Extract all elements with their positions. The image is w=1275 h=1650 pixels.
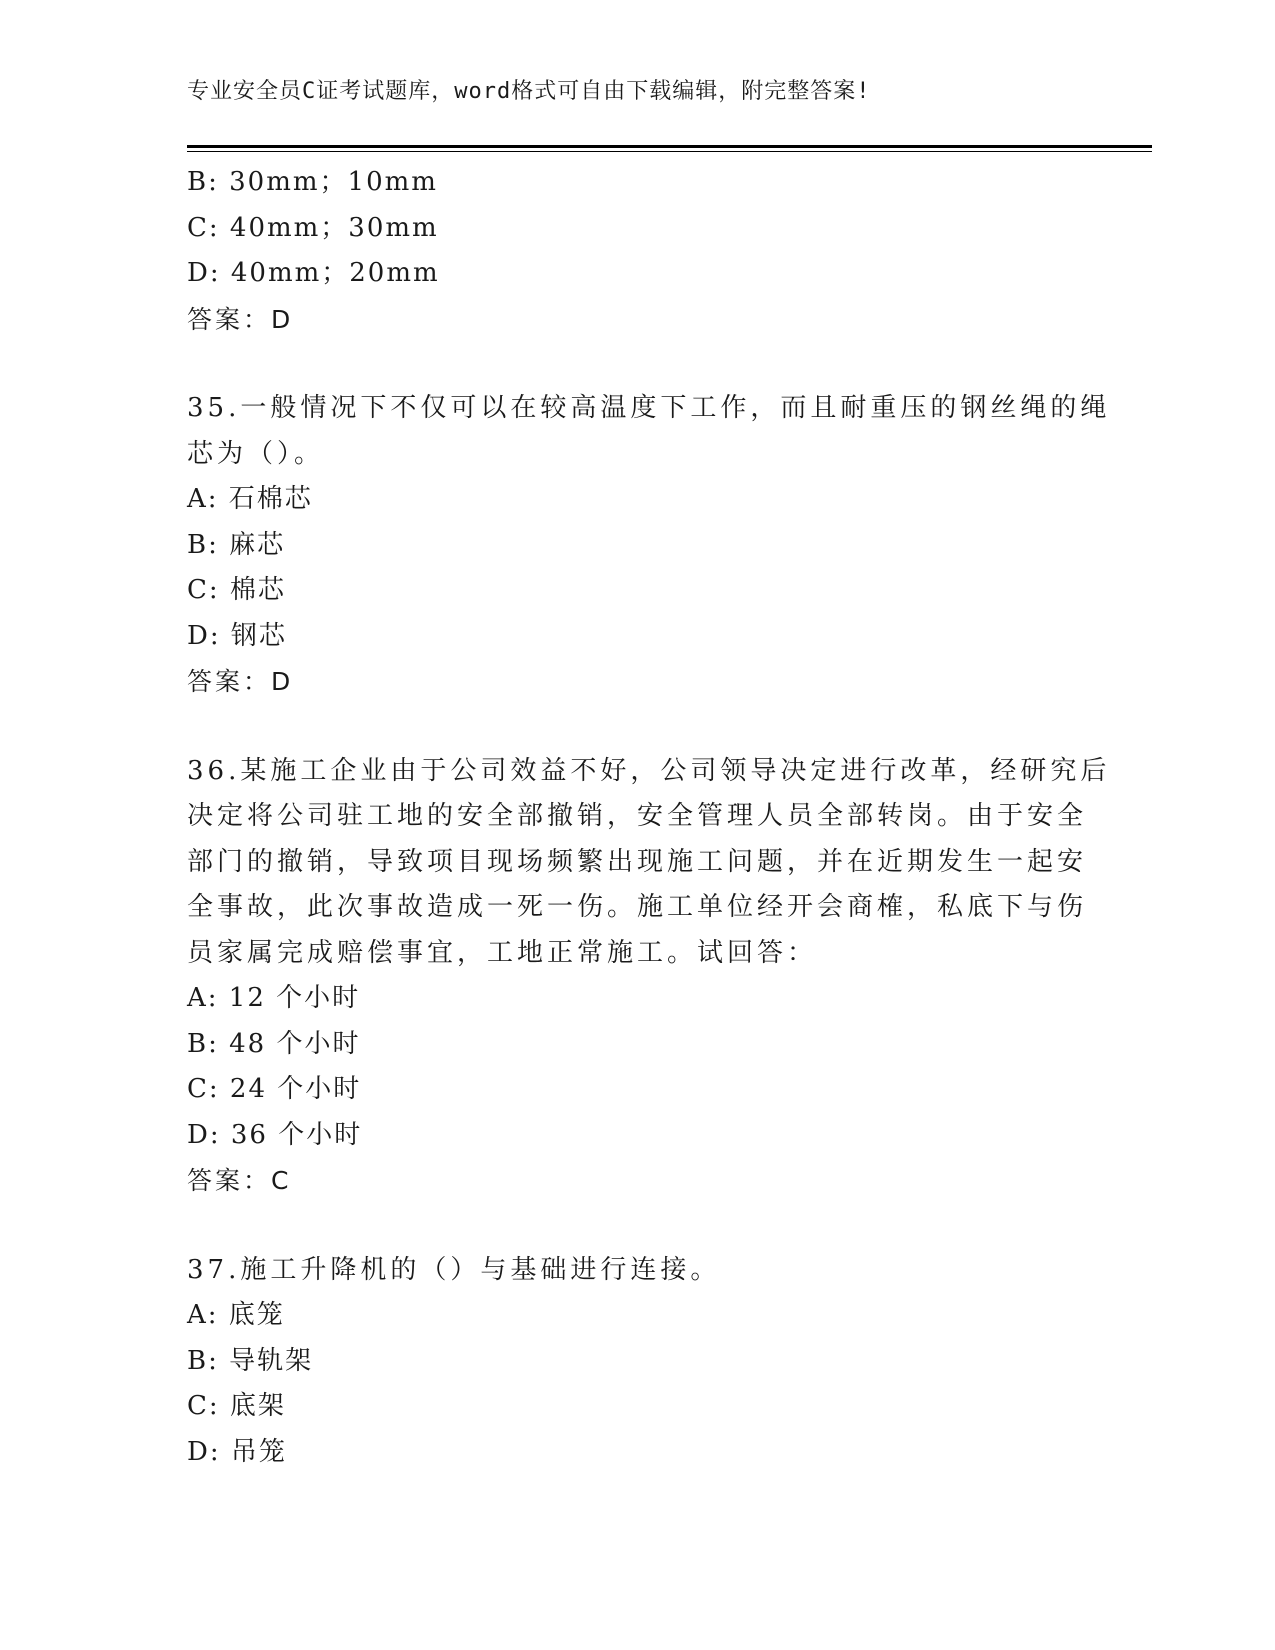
option-a: A: 12 个小时 — [187, 983, 361, 1013]
question-text-line: 37.施工升降机的（）与基础进行连接。 — [187, 1254, 721, 1285]
question-35 — [187, 386, 1111, 705]
spacer — [187, 342, 1087, 386]
question-text-line: 全事故，此次事故造成一死一伤。施工单位经开会商榷，私底下与伤 — [187, 892, 1088, 922]
option-d: D: 吊笼 — [187, 1436, 287, 1467]
answer-line: 答案：D — [187, 304, 294, 334]
spacer — [187, 705, 1087, 749]
answer-line: 答案：D — [187, 667, 294, 696]
option-d: D: 36 个小时 — [187, 1119, 363, 1150]
header-rule-thin — [187, 151, 1152, 152]
option-a: A: 石棉芯 — [187, 484, 313, 514]
option-b: B: 导轨架 — [187, 1345, 314, 1376]
option-c: C: 底架 — [187, 1391, 286, 1421]
option-c: C: 棉芯 — [187, 575, 286, 605]
option-c: C: 24 个小时 — [187, 1074, 362, 1104]
question-text-line: 36.某施工企业由于公司效益不好，公司领导决定进行改革，经研究后 — [187, 755, 1111, 786]
question-37 — [187, 1248, 1087, 1476]
question-36 — [187, 749, 1111, 1204]
option-c: C: 40mm；30mm — [187, 212, 439, 243]
question-text-line: 35.一般情况下不仅可以在较高温度下工作，而且耐重压的钢丝绳的绳 — [187, 393, 1111, 423]
option-b: B: 30mm；10mm — [187, 167, 438, 197]
option-d: D: 40mm；20mm — [187, 258, 440, 288]
answer-line: 答案：C — [187, 1166, 292, 1195]
question-text-line: 员家属完成赔偿事宜，工地正常施工。试回答： — [187, 937, 818, 968]
header-rule-thick — [187, 145, 1152, 148]
question-34-continued — [187, 160, 1087, 342]
page-header: 专业安全员C证考试题库，word格式可自由下载编辑，附完整答案! — [187, 79, 871, 104]
spacer — [187, 1204, 1087, 1248]
option-b: B: 麻芯 — [187, 529, 286, 560]
question-text-line: 芯为（）。 — [187, 438, 325, 469]
question-text-line: 决定将公司驻工地的安全部撤销，安全管理人员全部转岗。由于安全 — [187, 801, 1088, 831]
question-content — [187, 160, 1111, 1475]
option-a: A: 底笼 — [187, 1300, 285, 1330]
question-text-line: 部门的撤销，导致项目现场频繁出现施工问题，并在近期发生一起安 — [187, 846, 1088, 877]
option-b: B: 48 个小时 — [187, 1028, 361, 1059]
option-d: D: 钢芯 — [187, 620, 287, 651]
